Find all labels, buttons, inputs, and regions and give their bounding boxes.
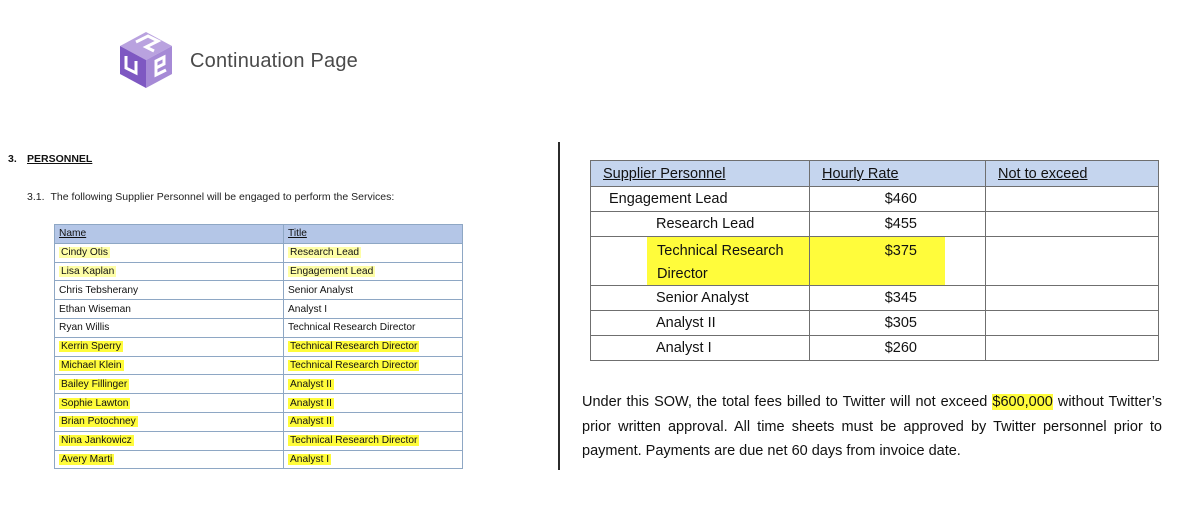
person-title-cell [284,375,463,394]
person-name-cell [55,375,284,394]
person-title: Research Lead [290,247,360,259]
person-name-cell [55,394,284,413]
role-cell: Analyst I [591,336,810,361]
rate-cell: $260 [810,336,986,361]
column-header-rate: Hourly Rate [810,161,986,187]
person-title: Technical Research Director [290,341,418,353]
person-name-cell [55,318,284,337]
person-title: Analyst II [290,416,332,428]
clause-number: 3.1. [27,191,45,203]
role-cell: Senior Analyst [591,286,810,311]
nte-cell [986,187,1159,212]
table-row [55,300,463,319]
person-title: Technical Research Director [288,322,416,334]
role-cell: Engagement Lead [591,187,810,212]
person-name: Bailey Fillinger [61,378,128,390]
table-row [591,336,1159,361]
person-title: Technical Research Director [290,435,418,447]
rate-cell: $455 [810,212,986,237]
person-name-cell [55,356,284,375]
nte-cell [986,286,1159,311]
fee-cap-amount: $600,000 [992,394,1053,410]
person-title-cell [284,431,463,450]
person-title-cell [284,243,463,262]
clause-text [27,191,394,203]
person-name-cell [55,412,284,431]
page-divider [558,142,560,470]
column-header-name: Name [55,225,284,244]
table-row [55,431,463,450]
personnel-header-row [55,225,463,244]
person-name-cell [55,281,284,300]
section-heading [8,153,92,165]
table-row [591,237,1159,286]
table-row [55,356,463,375]
section-heading-text: PERSONNEL [27,153,93,165]
person-name: Ethan Wiseman [59,303,131,315]
person-title: Senior Analyst [288,284,354,296]
table-row [55,394,463,413]
person-name: Brian Potochney [61,416,136,428]
person-title: Engagement Lead [290,265,374,277]
rates-header-row [591,161,1159,187]
table-row [55,262,463,281]
nte-cell [986,212,1159,237]
person-title-cell [284,337,463,356]
role-line-2: Director [657,266,708,282]
person-name-cell [55,262,284,281]
person-title-cell [284,450,463,469]
person-title: Analyst II [290,397,332,409]
person-name-cell [55,431,284,450]
cube-logo-icon [114,28,178,92]
nte-cell [986,336,1159,361]
paragraph-after: without Twitter’s prior written approval. All time sheets must be approved by Twitter personnel prior to payment. Payments are due net 60 days from invoice date. [582,394,1162,459]
person-name-cell [55,300,284,319]
person-name: Kerrin Sperry [61,341,122,353]
person-title: Analyst II [290,378,332,390]
section-number: 3. [8,153,17,165]
role-cell [591,237,810,286]
person-name: Chris Tebsherany [59,284,139,296]
page-title: Continuation Page [190,50,358,72]
rate-cell: $460 [810,187,986,212]
role-line-1: Technical Research [657,243,784,259]
person-name: Michael Klein [61,359,122,371]
person-title: Analyst I [288,303,328,315]
person-name: Lisa Kaplan [61,265,115,277]
rates-table [590,160,1159,361]
fees-paragraph [582,390,1162,464]
person-title: Analyst I [290,453,330,465]
column-header-nte: Not to exceed [986,161,1159,187]
highlighted-role [647,237,809,285]
table-row [55,450,463,469]
paragraph-before: Under this SOW, the total fees billed to Twitter will not exceed [582,394,993,410]
clause-body: The following Supplier Personnel will be engaged to perform the Services: [50,191,395,203]
column-header-personnel: Supplier Personnel [591,161,810,187]
table-row [55,337,463,356]
table-row [55,243,463,262]
person-name: Avery Marti [61,453,113,465]
person-name-cell [55,450,284,469]
person-name: Ryan Willis [59,322,110,334]
rate-cell [810,237,986,286]
table-row [55,375,463,394]
nte-cell [986,311,1159,336]
highlighted-rate: $375 [810,237,945,285]
role-cell: Research Lead [591,212,810,237]
personnel-body [55,243,463,469]
person-name: Sophie Lawton [61,397,129,409]
rate-cell: $305 [810,311,986,336]
person-name: Nina Jankowicz [61,435,132,447]
person-name-cell [55,337,284,356]
column-header-title: Title [284,225,463,244]
rate-cell: $345 [810,286,986,311]
person-title-cell [284,356,463,375]
table-row [55,412,463,431]
person-title-cell [284,262,463,281]
person-title-cell [284,318,463,337]
nte-cell [986,237,1159,286]
personnel-table [54,224,463,469]
table-row [55,281,463,300]
person-title-cell [284,394,463,413]
table-row [591,212,1159,237]
person-name: Cindy Otis [61,247,108,259]
person-title-cell [284,412,463,431]
person-name-cell [55,243,284,262]
table-row [591,286,1159,311]
person-title-cell [284,281,463,300]
person-title: Technical Research Director [290,359,418,371]
table-row [591,311,1159,336]
table-row [55,318,463,337]
person-title-cell [284,300,463,319]
table-row [591,187,1159,212]
role-cell: Analyst II [591,311,810,336]
